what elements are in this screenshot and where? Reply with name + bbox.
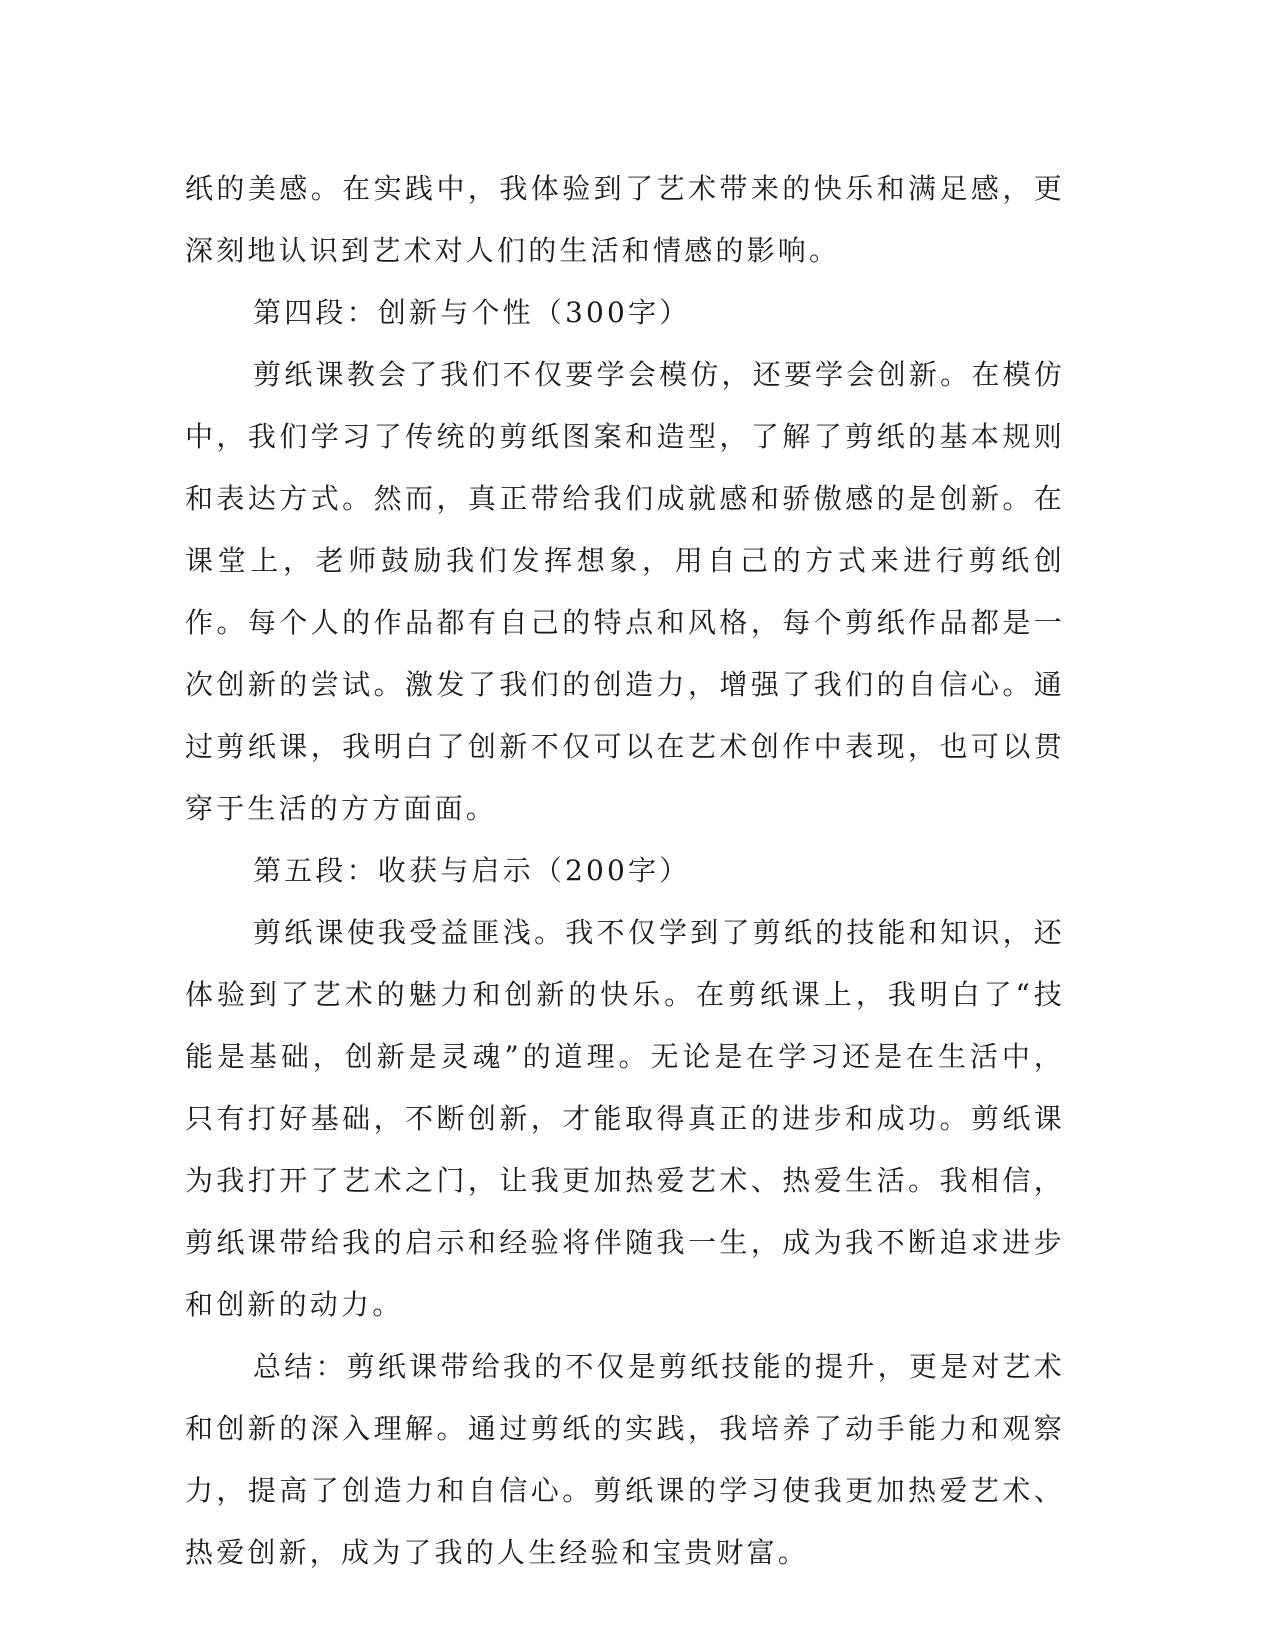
section-heading-4: 第四段：创新与个性（300字）: [253, 296, 691, 329]
paragraph-gains: 剪纸课使我受益匪浅。我不仅学到了剪纸的技能和知识，还体验到了艺术的魅力和创新的快乐。在剪纸课上，我明白了“技能是基础，创新是灵魂”的道理。无论是在学习还是在生活中，只有打好基础，不断创新，才能取得真正的进步和成功。剪纸课为我打开了艺术之门，让我更加热爱艺术、热爱生活。我相信，剪纸课带给我的启示和经验将伴随我一生，成为我不断追求进步和创新的动力。: [185, 916, 1065, 1321]
section-heading-5: 第五段：收获与启示（200字）: [253, 854, 691, 887]
document-body: [185, 158, 1065, 1584]
paragraph-continuation: 纸的美感。在实践中，我体验到了艺术带来的快乐和满足感，更深刻地认识到艺术对人们的生活和情感的影响。: [185, 172, 1065, 267]
paragraph-innovation: 剪纸课教会了我们不仅要学会模仿，还要学会创新。在模仿中，我们学习了传统的剪纸图案和造型，了解了剪纸的基本规则和表达方式。然而，真正带给我们成就感和骄傲感的是创新。在课堂上，老师鼓励我们发挥想象，用自己的方式来进行剪纸创作。每个人的作品都有自己的特点和风格，每个剪纸作品都是一次创新的尝试。激发了我们的创造力，增强了我们的自信心。通过剪纸课，我明白了创新不仅可以在艺术创作中表现，也可以贯穿于生活的方方面面。: [185, 358, 1065, 825]
paragraph-summary: 总结：剪纸课带给我的不仅是剪纸技能的提升，更是对艺术和创新的深入理解。通过剪纸的实践，我培养了动手能力和观察力，提高了创造力和自信心。剪纸课的学习使我更加热爱艺术、热爱创新，成为了我的人生经验和宝贵财富。: [185, 1350, 1065, 1569]
